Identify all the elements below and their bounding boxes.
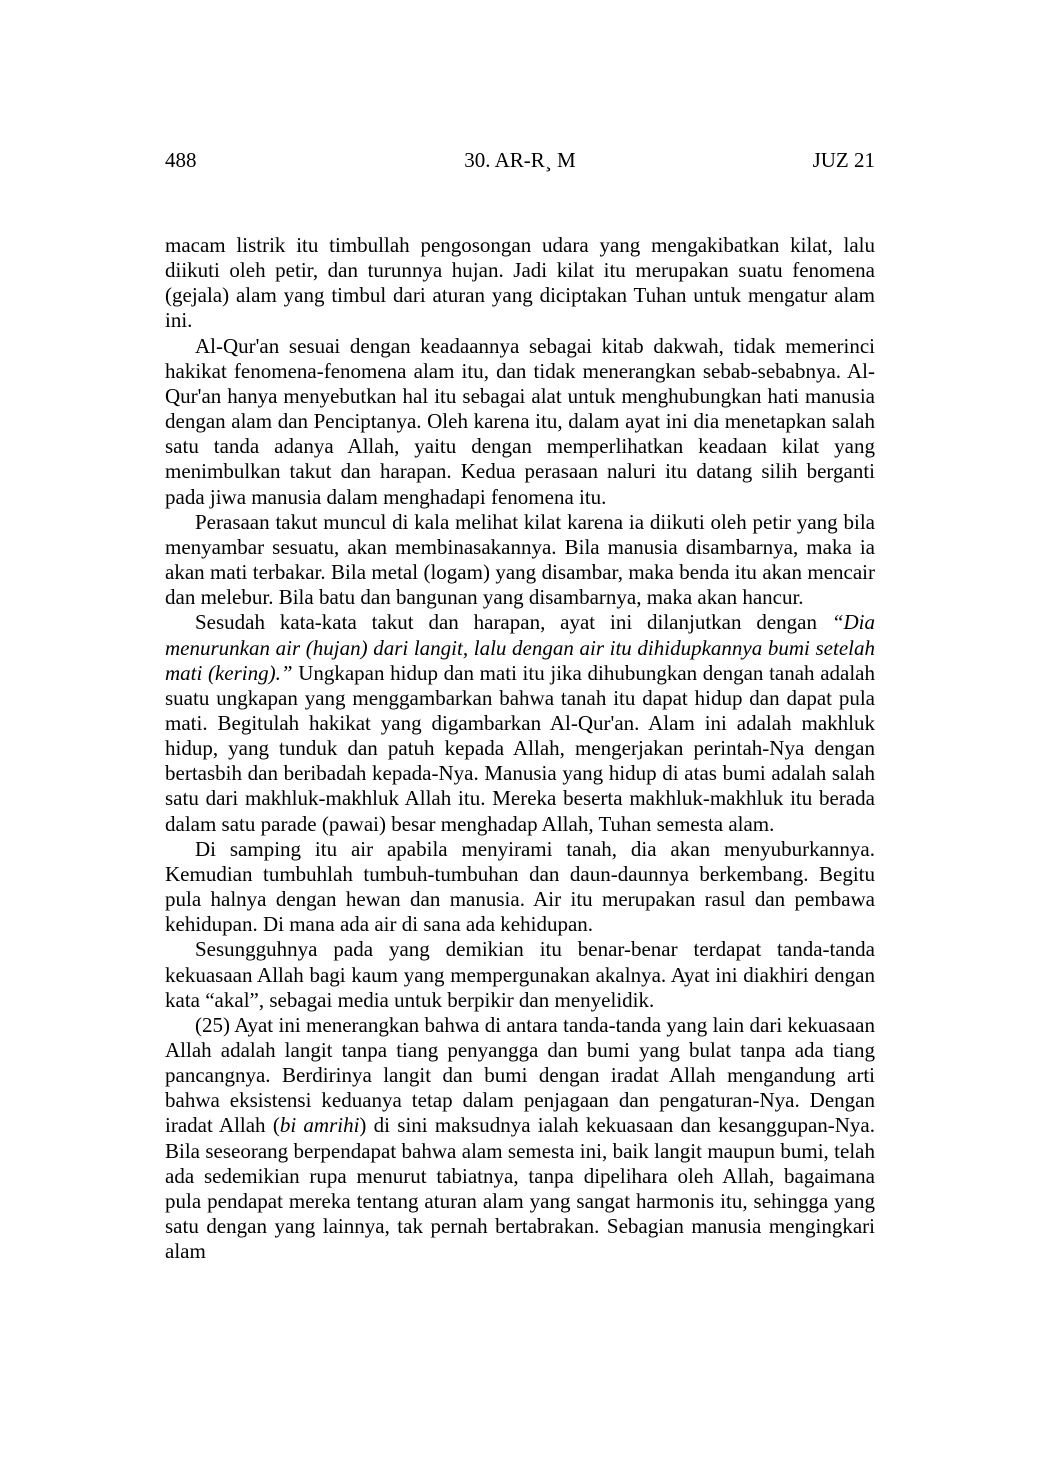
arabic-term: bi amrihi xyxy=(279,1113,360,1138)
paragraph-text: ) di sini maksudnya ialah kekuasaan dan kesanggupan-Nya. Bila seseorang berpendapat bahwa alam semesta ini, baik langit maupun bumi, telah ada sedemikian rupa menurut tabiatnya, tanpa dipelihara oleh Allah, bagaimana pula pendapat mereka tentang aturan alam yang sangat harmonis itu, sehingga yang satu dengan yang lainnya, tak pernah bertabrakan. Sebagian manusia mengingkari alam xyxy=(165,1113,875,1264)
paragraph-text: (25) Ayat ini menerangkan bahwa di antara tanda-tanda yang lain dari kekuasaan Allah adalah langit tanpa tiang penyangga dan bumi yang bulat tanpa ada tiang pancangnya. Berdirinya langit dan bumi dengan iradat Allah mengandung arti bahwa eksistensi keduanya tetap dalam penjagaan dan pengaturan-Nya. Dengan iradat Allah ( xyxy=(165,1012,875,1138)
paragraph xyxy=(165,1013,875,1265)
paragraph: Perasaan takut muncul di kala melihat kilat karena ia diikuti oleh petir yang bila menyambar sesuatu, akan membinasakannya. Bila manusia disambarnya, maka ia akan mati terbakar. Bila metal (logam) yang disambar, maka benda itu akan mencair dan melebur. Bila batu dan bangunan yang disambarnya, maka akan hancur. xyxy=(165,509,875,610)
paragraph: Di samping itu air apabila menyirami tanah, dia akan menyuburkannya. Kemudian tumbuhlah tumbuh-tumbuhan dan daun-daunnya berkembang. Begitu pula halnya dengan hewan dan manusia. Air itu merupakan rasul dan pembawa kehidupan. Di mana ada air di sana ada kehidupan. xyxy=(165,836,875,937)
paragraph-text: Sesudah kata-kata takut dan harapan, ayat ini dilanjutkan dengan xyxy=(195,610,832,635)
paragraph xyxy=(165,610,875,836)
page-number: 488 xyxy=(165,148,197,172)
chapter-title: 30. AR-R¸ M xyxy=(464,148,576,172)
paragraph: Al-Qur'an sesuai dengan keadaannya sebagai kitab dakwah, tidak memerinci hakikat fenomena-fenomena alam itu, dan tidak menerangkan sebab-sebabnya. Al-Qur'an hanya menyebutkan hal itu sebagai alat untuk menghubungkan hati manusia dengan alam dan Penciptanya. Oleh karena itu, dalam ayat ini dia menetapkan salah satu tanda adanya Allah, yaitu dengan memperlihatkan keadaan kilat yang menimbulkan takut dan harapan. Kedua perasaan naluri itu datang silih berganti pada jiwa manusia dalam menghadapi fenomena itu. xyxy=(165,333,875,509)
running-header xyxy=(165,145,875,175)
body-text xyxy=(165,233,875,1264)
juz-label: JUZ 21 xyxy=(812,148,875,172)
paragraph-text: Ungkapan hidup dan mati itu jika dihubungkan dengan tanah adalah suatu ungkapan yang menggambarkan bahwa tanah itu dapat hidup dan dapat pula mati. Begitulah hakikat yang digambarkan Al-Qur'an. Alam ini adalah makhluk hidup, yang tunduk dan patuh kepada Allah, mengerjakan perintah-Nya dengan bertasbih dan beribadah kepada-Nya. Manusia yang hidup di atas bumi adalah salah satu dari makhluk-makhluk Allah itu. Mereka beserta makhluk-makhluk itu berada dalam satu parade (pawai) besar menghadap Allah, Tuhan semesta alam. xyxy=(165,660,875,836)
paragraph: macam listrik itu timbullah pengosongan udara yang mengakibatkan kilat, lalu diikuti oleh petir, dan turunnya hujan. Jadi kilat itu merupakan suatu fenomena (gejala) alam yang timbul dari aturan yang diciptakan Tuhan untuk mengatur alam ini. xyxy=(165,233,875,333)
quranic-quote: “Dia menurunkan air (hujan) dari langit, lalu dengan air itu dihidupkannya bumi setelah mati (kering).” xyxy=(165,610,875,685)
paragraph: Sesungguhnya pada yang demikian itu benar-benar terdapat tanda-tanda kekuasaan Allah bagi kaum yang mempergunakan akalnya. Ayat ini diakhiri dengan kata “akal”, sebagai media untuk berpikir dan menyelidik. xyxy=(165,937,875,1012)
